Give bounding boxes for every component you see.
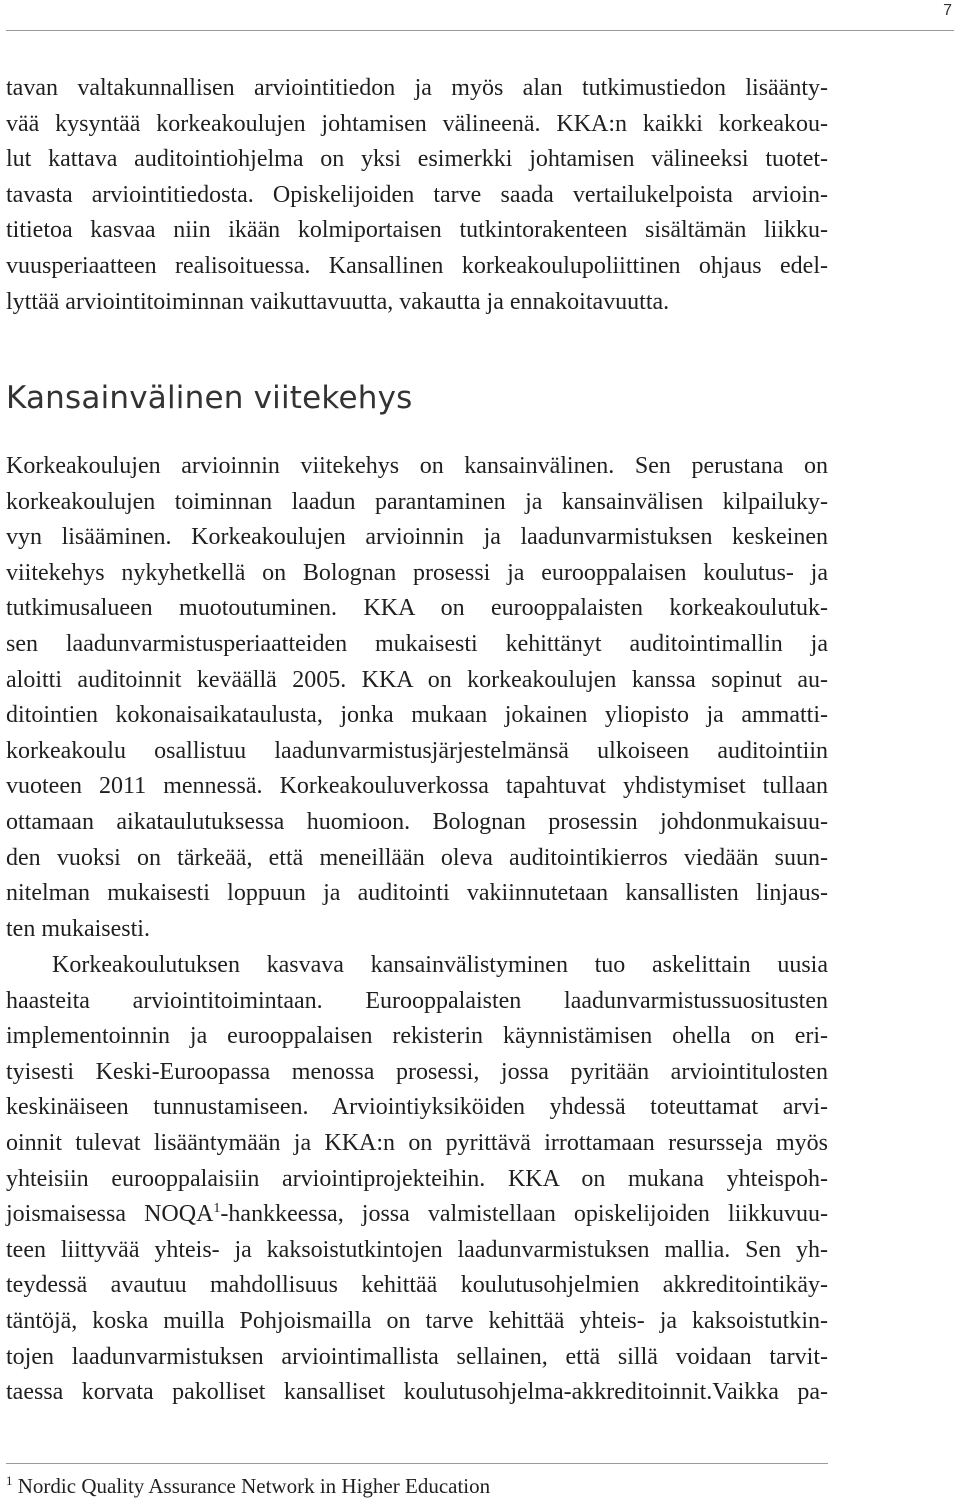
header-rule <box>6 30 954 31</box>
footnote-rule <box>6 1463 828 1464</box>
text-line: tutkimusalueen muotoutuminen. KKA on eurooppalaisten korkeakoulutuk- <box>6 595 828 622</box>
paragraph-internationalization <box>6 948 828 1411</box>
text-line: aloitti auditoinnit keväällä 2005. KKA on korkeakoulujen kanssa sopinut au- <box>6 666 828 693</box>
text-line: implementoinnin ja eurooppalaisen rekisterin käynnistämisen ohella on eri- <box>6 1023 828 1050</box>
text-line: vuusperiaatteen realisoituessa. Kansallinen korkeakoulupoliittinen ohjaus edel- <box>6 252 828 279</box>
text-line: tojen laadunvarmistuksen arviointimallista sellainen, että sillä voidaan tarvit- <box>6 1343 828 1370</box>
text-line: vää kysyntää korkeakoulujen johtamisen välineenä. KKA:n kaikki korkeakou- <box>6 110 828 137</box>
text-line: lut kattava auditointiohjelma on yksi esimerkki johtamisen välineeksi tuotet- <box>6 146 828 173</box>
text-line: ditointien kokonaisaikataulusta, jonka mukaan jokainen yliopisto ja ammatti- <box>6 702 828 729</box>
text-line: teen liittyvää yhteis- ja kaksoistutkintojen laadunvarmistuksen mallia. Sen yh- <box>6 1236 828 1263</box>
text-line: sen laadunvarmistusperiaatteiden mukaisesti kehittänyt auditointimallin ja <box>6 630 828 657</box>
text-line: taessa korvata pakolliset kansalliset koulutusohjelma-akkreditoinnit.Vaikka pa- <box>6 1379 828 1406</box>
footnote-reference[interactable]: 1 <box>213 1201 221 1217</box>
text-line: oinnit tulevat lisääntymään ja KKA:n on pyrittävä irrottamaan resursseja myös <box>6 1129 828 1156</box>
text-line: vuoteen 2011 mennessä. Korkeakouluverkossa tapahtuvat yhdistymiset tullaan <box>6 773 828 800</box>
paragraph-framework <box>6 449 828 947</box>
noqa-text: joismaisessa NOQA <box>6 1201 214 1228</box>
text-line: teydessä avautuu mahdollisuus kehittää koulutusohjelmien akkreditointikäy- <box>6 1272 828 1299</box>
text-line: täntöjä, koska muilla Pohjoismailla on tarve kehittää yhteis- ja kaksoistutkin- <box>6 1307 828 1334</box>
text-line: keskinäiseen tunnustamiseen. Arviointiyksiköiden yhdessä toteuttamat arvi- <box>6 1094 828 1121</box>
noqa-text-continued: -hankkeessa, jossa valmistellaan opiskelijoiden liikkuvuu- <box>220 1201 829 1228</box>
text-line: tavasta arviointitiedosta. Opiskelijoiden tarve saada vertailukelpoista arvioin- <box>6 181 828 208</box>
footnote <box>6 1472 490 1500</box>
text-line: titietoa kasvaa niin ikään kolmiportaisen tutkintorakenteen sisältämän liikku- <box>6 217 828 244</box>
text-line: den vuoksi on tärkeää, että meneillään oleva auditointikierros viedään suun- <box>6 844 828 871</box>
paragraph-intro <box>6 71 828 320</box>
text-line: Korkeakoulutuksen kasvava kansainvälistyminen tuo askelittain uusia <box>52 952 828 978</box>
footnote-text: Nordic Quality Assurance Network in Higher Education <box>17 1474 491 1498</box>
text-line: vyn lisääminen. Korkeakoulujen arvioinnin ja laadunvarmistuksen keskeinen <box>6 524 828 551</box>
text-line: Korkeakoulujen arvioinnin viitekehys on kansainvälinen. Sen perustana on <box>6 453 828 479</box>
text-line: tyisesti Keski-Euroopassa menossa prosessi, jossa pyritään arviointitulosten <box>6 1058 828 1085</box>
text-line: viitekehys nykyhetkellä on Bolognan prosessi ja eurooppalaisen koulutus- ja <box>6 559 828 586</box>
text-line: yhteisiin eurooppalaisiin arviointiprojekteihin. KKA on mukana yhteispoh- <box>6 1165 828 1192</box>
text-line: haasteita arviointitoimintaan. Eurooppalaisten laadunvarmistussuositusten <box>6 987 828 1014</box>
footnote-marker: 1 <box>6 1473 13 1488</box>
text-line: tavan valtakunnallisen arviointitiedon ja myös alan tutkimustiedon lisäänty- <box>6 75 828 101</box>
text-line-with-footnote <box>6 1197 828 1233</box>
section-heading: Kansainvälinen viitekehys <box>6 380 413 416</box>
text-line: ten mukaisesti. <box>6 915 150 942</box>
text-line: ottamaan aikataulutuksessa huomioon. Bolognan prosessin johdonmukaisuu- <box>6 808 828 835</box>
text-line: korkeakoulu osallistuu laadunvarmistusjärjestelmänsä ulkoiseen auditointiin <box>6 737 828 764</box>
text-line: lyttää arviointitoiminnan vaikuttavuutta, vakautta ja ennakoitavuutta. <box>6 288 670 315</box>
page-number: 7 <box>943 2 952 19</box>
text-line: nitelman mukaisesti loppuun ja auditointi vakiinnutetaan kansallisten linjaus- <box>6 880 828 907</box>
text-line: korkeakoulujen toiminnan laadun parantaminen ja kansainvälisen kilpailuky- <box>6 488 828 515</box>
